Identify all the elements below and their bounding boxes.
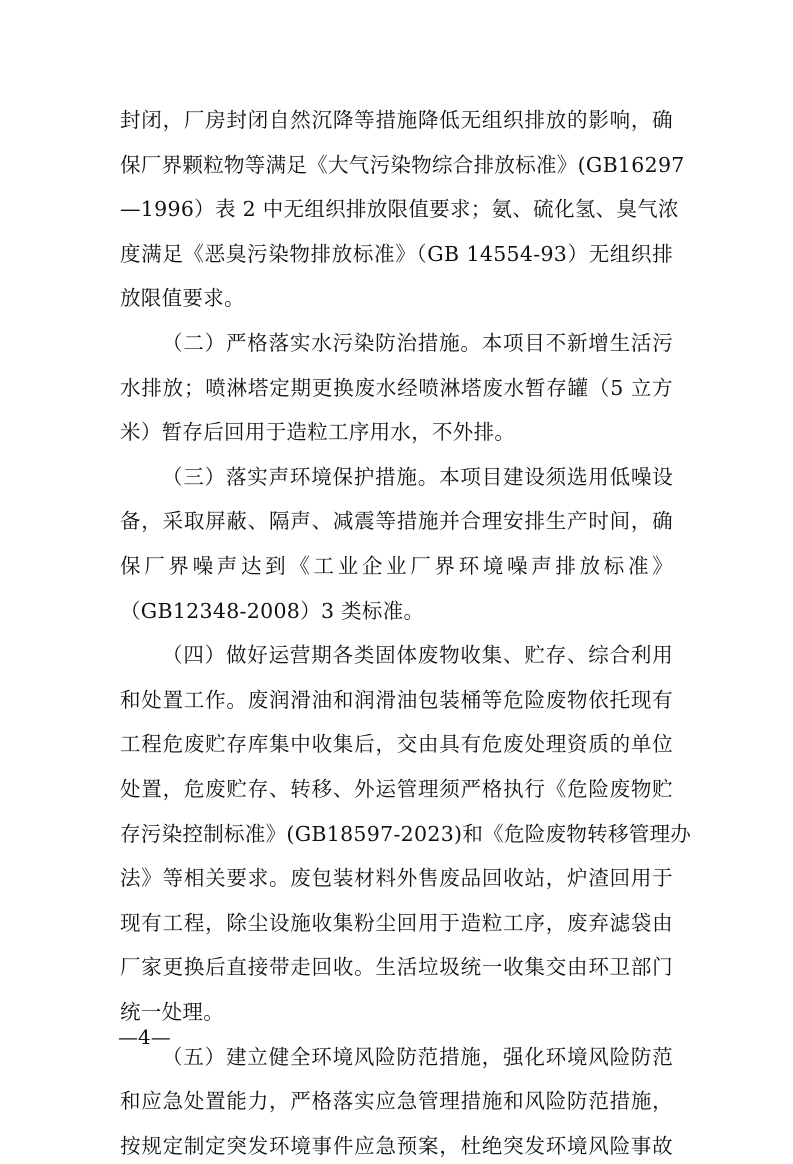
body-text-line: 保厂界颗粒物等满足《大气污染物综合排放标准》(GB16297 xyxy=(120,152,685,177)
body-text-line: —1996）表 2 中无组织排放限值要求；氨、硫化氢、臭气浓 xyxy=(120,197,679,222)
body-text-line: 厂家更换后直接带走回收。生活垃圾统一收集交由环卫部门 xyxy=(120,955,673,980)
body-text-line: 和处置工作。废润滑油和润滑油包装桶等危险废物依托现有 xyxy=(120,687,673,712)
body-text-line: 按规定制定突发环境事件应急预案，杜绝突发环境风险事故 xyxy=(120,1133,673,1158)
body-text-line: 封闭，厂房封闭自然沉降等措施降低无组织排放的影响，确 xyxy=(120,108,673,132)
body-text-line: 度满足《恶臭污染物排放标准》（GB 14554-93）无组织排 xyxy=(120,241,673,266)
body-text-line: 和应急处置能力，严格落实应急管理措施和风险防范措施， xyxy=(120,1089,673,1114)
body-text-line: 备，采取屏蔽、隔声、减震等措施并合理安排生产时间，确 xyxy=(120,509,673,534)
section-heading-line: （二）严格落实水污染防治措施。本项目不新增生活污 xyxy=(162,331,673,355)
body-text-line: 存污染控制标准》(GB18597-2023)和《危险废物转移管理办 xyxy=(120,821,692,846)
body-text-line: 水排放；喷淋塔定期更换废水经喷淋塔废水暂存罐（5 立方 xyxy=(120,375,673,400)
body-text-line: 放限值要求。 xyxy=(120,286,245,311)
section-heading-line: （四）做好运营期各类固体废物收集、贮存、综合利用 xyxy=(162,643,673,668)
body-text-line: 处置，危废贮存、转移、外运管理须严格执行《危险废物贮 xyxy=(120,777,673,801)
section-heading-line: （五）建立健全环境风险防范措施，强化环境风险防范 xyxy=(162,1044,673,1069)
body-text-line: （GB12348-2008）3 类标准。 xyxy=(120,598,425,623)
body-text-line: 法》等相关要求。废包装材料外售废品回收站，炉渣回用于 xyxy=(120,866,673,891)
section-heading-line: （三）落实声环境保护措施。本项目建设须选用低噪设 xyxy=(162,464,673,489)
body-text-line: 现有工程，除尘设施收集粉尘回用于造粒工序，废弃滤袋由 xyxy=(120,910,673,935)
body-text-line: 保厂界噪声达到《工业企业厂界环境噪声排放标准》 xyxy=(120,554,673,578)
body-text-line: 工程危废贮存库集中收集后，交由具有危废处理资质的单位 xyxy=(120,732,673,757)
page-number: —4— xyxy=(118,1025,171,1049)
body-text-line: 统一处理。 xyxy=(120,1000,224,1024)
body-text-line: 米）暂存后回用于造粒工序用水，不外排。 xyxy=(120,420,516,445)
